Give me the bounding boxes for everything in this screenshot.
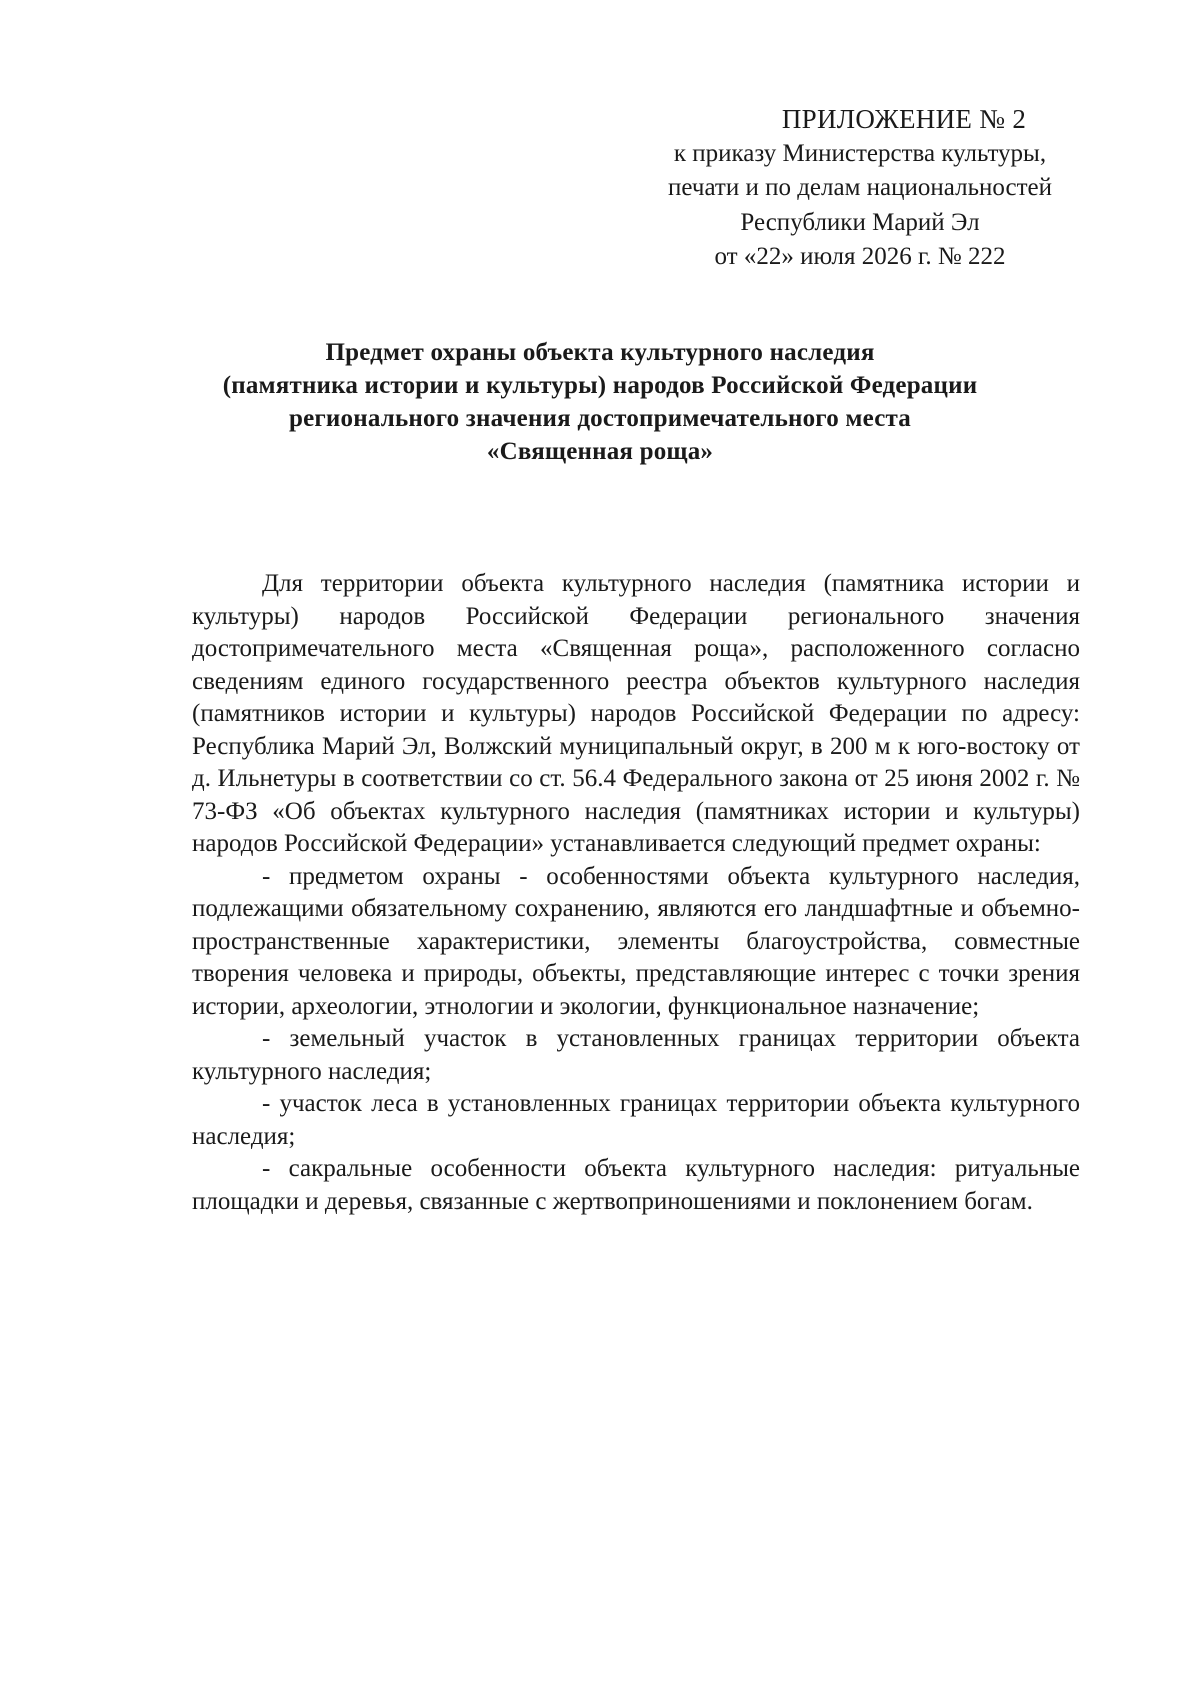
protection-item-2: - земельный участок в установленных границах территории объекта культурного наследия; xyxy=(192,1025,1080,1085)
protection-item-3: - участок леса в установленных границах территории объекта культурного наследия; xyxy=(192,1090,1080,1150)
intro-paragraph: Для территории объекта культурного наследия (памятника истории и культуры) народов Российской Федерации регионального значения достопримечательного места «Священная роща», расположенного согласно сведениям единого государственного реестра объектов культурного наследия (памятников истории и культуры) народов Российской Федерации по адресу: Республика Марий Эл, Волжский муниципальный округ, в 200 м к юго-востоку от д. Ильнетуры в соответствии со ст. 56.4 Федерального закона от 25 июня 2002 г. № 73-ФЗ «Об объектах культурного наследия (памятниках истории и культуры) народов Российской Федерации» устанавливается следующий предмет охраны: xyxy=(192,570,1080,857)
appendix-block xyxy=(620,102,1100,275)
appendix-republic-line: Республики Марий Эл xyxy=(740,208,980,236)
appendix-ministry-line: печати и по делам национальностей xyxy=(668,174,1052,201)
document-body xyxy=(192,568,1080,1218)
appendix-date-line: от «22» июля 2026 г. № 222 xyxy=(714,243,1006,270)
protection-item-4: - сакральные особенности объекта культурного наследия: ритуальные площадки и деревья, связанные с жертвоприношениями и поклонением богам. xyxy=(192,1155,1080,1215)
appendix-heading: ПРИЛОЖЕНИЕ № 2 xyxy=(781,104,1027,134)
appendix-order-line: к приказу Министерства культуры, xyxy=(673,139,1047,167)
title-line-1: Предмет охраны объекта культурного наследия xyxy=(325,339,875,366)
document-title xyxy=(190,336,1010,468)
title-line-2: (памятника истории и культуры) народов Российской Федерации xyxy=(222,372,978,399)
title-line-4: «Священная роща» xyxy=(486,438,714,465)
title-line-3: регионального значения достопримечательного места xyxy=(288,405,912,432)
protection-item-1: - предметом охраны - особенностями объекта культурного наследия, подлежащими обязательному сохранению, являются его ландшафтные и объемно-пространственные характеристики, элементы благоустройства, совместные творения человека и природы, объекты, представляющие интерес с точки зрения истории, археологии, этнологии и экологии, функциональное назначение; xyxy=(192,862,1080,1020)
